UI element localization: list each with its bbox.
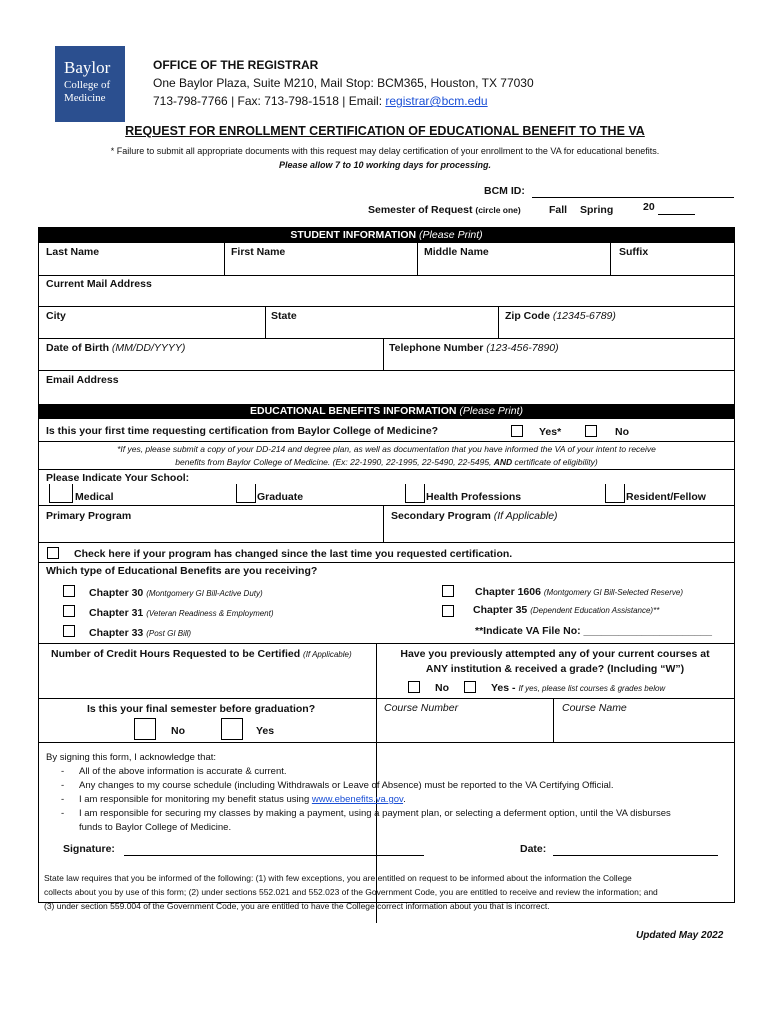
zip-label-text: Zip Code [505, 310, 550, 322]
date-field[interactable] [553, 855, 718, 856]
form-title: REQUEST FOR ENROLLMENT CERTIFICATION OF EDUCATIONAL BENEFIT TO THE VA [125, 124, 645, 138]
dob-label [46, 342, 185, 354]
final-semester-no-label: No [171, 725, 185, 737]
school-resident-box[interactable] [605, 484, 625, 503]
chapter-30-text: Chapter 30 [89, 587, 144, 599]
chapter-1606-checkbox[interactable] [442, 585, 454, 597]
chapter-33-text: Chapter 33 [89, 627, 144, 639]
ack-bullet: - [61, 794, 65, 805]
benefits-question: Which type of Educational Benefits are you receiving? [46, 565, 318, 577]
first-time-note-and: AND [493, 457, 513, 467]
ack-item-4-cont: funds to Baylor College of Medicine. [79, 822, 232, 833]
semester-year-field[interactable] [658, 214, 695, 215]
attempted-yes-label [491, 682, 665, 694]
attempted-yes-checkbox[interactable] [464, 681, 476, 693]
divider [39, 542, 734, 543]
first-time-note-2c: certificate of eligibility) [512, 457, 598, 467]
logo-line-2: College of [64, 79, 111, 91]
dob-label-text: Date of Birth [46, 342, 109, 354]
ack-intro: By signing this form, I acknowledge that: [46, 752, 217, 763]
chapter-31-label [89, 607, 274, 619]
credit-hours-label [51, 648, 352, 660]
date-label: Date: [520, 843, 547, 855]
chapter-33-hint: (Post GI Bill) [146, 629, 192, 638]
first-time-note-line-1: *If yes, please submit a copy of your DD-214 and degree plan, as well as documentation that you have informed the VA of your intent to receive [117, 444, 656, 454]
first-time-note-2a: benefits from Baylor College of Medicine. (Ex: 22-1990, 22-1995, 22-5490, 22-5495, [175, 457, 494, 467]
school-medical-label: Medical [75, 491, 114, 503]
attempted-no-label: No [435, 682, 449, 694]
first-time-yes-label: Yes* [539, 426, 562, 438]
chapter-35-checkbox[interactable] [442, 605, 454, 617]
ack-item-3-prefix: I am responsible for monitoring my benefit status using [79, 794, 312, 805]
credit-hours-text: Number of Credit Hours Requested to be Certified [51, 648, 301, 660]
divider [417, 243, 418, 275]
chapter-1606-text: Chapter 1606 [475, 586, 541, 598]
secondary-program-label [391, 510, 558, 522]
middle-name-label: Middle Name [424, 246, 489, 258]
signature-label: Signature: [63, 843, 115, 855]
bcm-id-label: BCM ID: [484, 185, 525, 197]
school-label: Please Indicate Your School: [46, 472, 190, 484]
semester-spring-option[interactable]: Spring [580, 204, 614, 216]
form-body [38, 227, 735, 903]
ack-item-1: All of the above information is accurate & current. [79, 766, 287, 777]
semester-year-prefix: 20 [643, 201, 655, 213]
chapter-31-text: Chapter 31 [89, 607, 144, 619]
course-name-header: Course Name [562, 702, 627, 714]
phone-label-text: Telephone Number [389, 342, 484, 354]
ack-bullet: - [61, 780, 65, 791]
office-contact [153, 92, 488, 110]
mail-address-label: Current Mail Address [46, 278, 152, 290]
divider [498, 306, 499, 338]
first-time-note-line-2 [39, 457, 734, 467]
signature-field[interactable] [124, 855, 424, 856]
ack-bullet: - [61, 766, 65, 777]
final-semester-question: Is this your final semester before graduation? [87, 703, 316, 715]
state-law-line-1: State law requires that you be informed of the following: (1) with few exceptions, you are entitled on request to be informed about the information the College [44, 873, 632, 883]
program-changed-label: Check here if your program has changed since the last time you requested certification. [74, 548, 513, 560]
student-info-title: STUDENT INFORMATION [290, 229, 417, 241]
email-label: Email Address [46, 374, 119, 386]
first-time-yes-checkbox[interactable] [511, 425, 523, 437]
suffix-label: Suffix [619, 246, 649, 258]
semester-label-text: Semester of Request [368, 204, 473, 216]
last-name-label: Last Name [46, 246, 100, 258]
course-number-header: Course Number [384, 702, 459, 714]
student-info-header [39, 228, 734, 243]
divider [39, 698, 734, 699]
divider [265, 306, 266, 338]
semester-label [368, 204, 521, 216]
bcm-id-field[interactable] [532, 197, 734, 198]
ack-item-3-suffix: . [403, 794, 406, 805]
chapter-30-hint: (Montgomery GI Bill-Active Duty) [146, 589, 263, 598]
chapter-31-hint: (Veteran Readiness & Employment) [146, 609, 274, 618]
phone-hint: (123-456-7890) [486, 342, 559, 354]
attempted-no-checkbox[interactable] [408, 681, 420, 693]
divider [383, 505, 384, 542]
final-semester-yes-box[interactable] [221, 718, 243, 740]
divider [39, 469, 734, 470]
edu-info-header [39, 404, 734, 419]
office-email-link[interactable]: registrar@bcm.edu [385, 94, 488, 108]
attempted-yes-hint: If yes, please list courses & grades below [518, 684, 666, 693]
divider [39, 505, 734, 506]
divider [39, 441, 734, 442]
ack-item-3 [79, 794, 406, 805]
final-semester-no-box[interactable] [134, 718, 156, 740]
secondary-program-hint: (If Applicable) [493, 510, 558, 522]
college-logo [55, 46, 125, 122]
divider [39, 742, 734, 743]
first-time-no-label: No [615, 426, 629, 438]
chapter-30-label [89, 587, 263, 599]
city-label: City [46, 310, 66, 322]
school-medical-box[interactable] [49, 484, 73, 503]
logo-line-3: Medicine [64, 92, 106, 104]
chapter-1606-hint: (Montgomery GI Bill-Selected Reserve) [543, 588, 684, 597]
divider [224, 243, 225, 275]
school-graduate-label: Graduate [257, 491, 304, 503]
divider [39, 275, 734, 276]
office-name: OFFICE OF THE REGISTRAR [153, 58, 319, 72]
school-graduate-box[interactable] [236, 484, 256, 503]
attempted-question-line-2: ANY institution & received a grade? (Including “W”) [425, 663, 685, 675]
state-law-line-3: (3) under section 559.004 of the Government Code, you are entitled to have the College correct information about you that is incorrect. [44, 901, 550, 911]
divider [39, 338, 734, 339]
attempted-question-line-1: Have you previously attempted any of your current courses at [400, 648, 710, 660]
ack-bullet: - [61, 808, 65, 819]
divider [39, 643, 734, 644]
divider [39, 562, 734, 563]
processing-note: Please allow 7 to 10 working days for processing. [278, 160, 492, 170]
state-law-line-2: collects about you by use of this form; (2) under sections 552.021 and 552.023 of the Government Code, you are entitled to receive and review the information; and [44, 887, 658, 897]
ack-item-2: Any changes to my course schedule (including Withdrawals or Leave of Absence) must be reported to the VA Certifying Official. [79, 780, 614, 791]
first-name-label: First Name [231, 246, 286, 258]
first-time-question: Is this your first time requesting certification from Baylor College of Medicine? [46, 425, 439, 437]
dob-hint: (MM/DD/YYYY) [111, 342, 186, 354]
state-law-notice [44, 871, 734, 913]
chapter-35-label [473, 604, 659, 616]
divider [39, 370, 734, 371]
final-semester-yes-label: Yes [256, 725, 275, 737]
zip-label [505, 310, 616, 322]
ack-item-4: I am responsible for securing my classes by making a payment, using a payment plan, or selecting a deferment option, until the VA disburses [79, 808, 671, 819]
edu-info-hint: (Please Print) [459, 405, 524, 417]
chapter-33-checkbox[interactable] [63, 625, 75, 637]
primary-program-label: Primary Program [46, 510, 132, 522]
chapter-30-checkbox[interactable] [63, 585, 75, 597]
zip-hint: (12345-6789) [552, 310, 616, 322]
divider [610, 243, 611, 275]
divider [383, 338, 384, 370]
edu-info-title: EDUCATIONAL BENEFITS INFORMATION [249, 405, 457, 417]
failure-notice: * Failure to submit all appropriate documents with this request may delay certification of your enrollment to the VA for educational benefits. [110, 146, 660, 156]
divider [39, 306, 734, 307]
office-address: One Baylor Plaza, Suite M210, Mail Stop: BCM365, Houston, TX 77030 [153, 76, 534, 90]
school-resident-label: Resident/Fellow [626, 491, 706, 503]
logo-line-1: Baylor [64, 58, 111, 77]
chapter-35-text: Chapter 35 [473, 604, 528, 616]
state-label: State [271, 310, 297, 322]
va-file-number-label[interactable]: **Indicate VA File No: ______________________ [475, 625, 712, 637]
semester-hint: (circle one) [475, 205, 521, 215]
chapter-1606-label [475, 586, 683, 598]
office-phone-fax: 713-798-7766 | Fax: 713-798-1518 | Email: [153, 94, 386, 108]
credit-hours-hint: (If Applicable) [303, 650, 352, 659]
semester-fall-option[interactable]: Fall [549, 204, 568, 216]
first-time-no-checkbox[interactable] [585, 425, 597, 437]
updated-date: Updated May 2022 [636, 930, 724, 941]
attempted-yes-text: Yes - [491, 682, 516, 694]
student-info-hint: (Please Print) [419, 229, 483, 241]
school-health-label: Health Professions [426, 491, 522, 503]
program-changed-checkbox[interactable] [47, 547, 59, 559]
phone-label [389, 342, 559, 354]
chapter-33-label [89, 627, 191, 639]
chapter-31-checkbox[interactable] [63, 605, 75, 617]
divider [553, 698, 554, 742]
secondary-program-text: Secondary Program [391, 510, 491, 522]
school-health-box[interactable] [405, 484, 425, 503]
ebenefits-link[interactable]: www.ebenefits.va.gov [311, 794, 404, 805]
chapter-35-hint: (Dependent Education Assistance)** [530, 606, 660, 615]
